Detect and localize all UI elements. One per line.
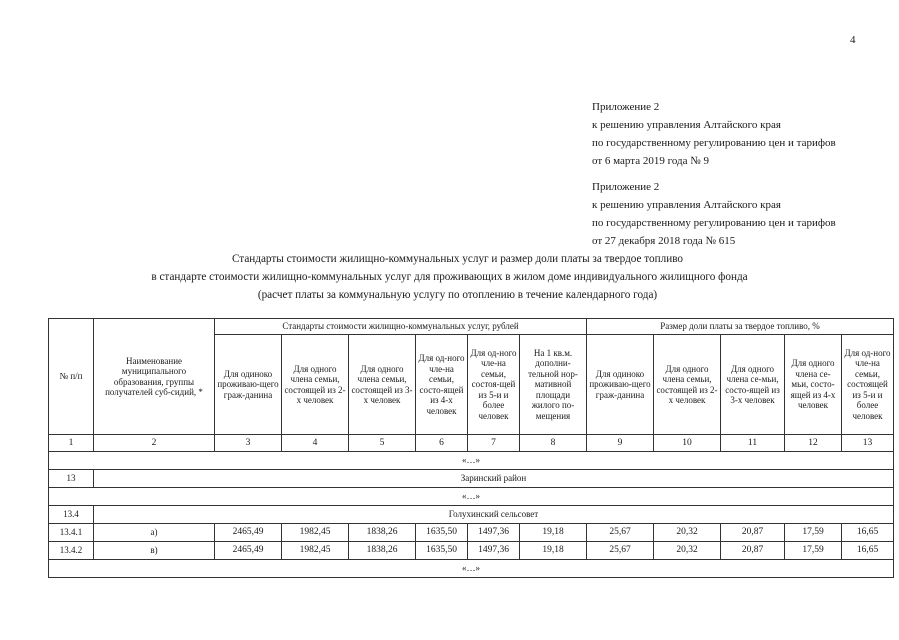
header-cell: № п/п [49, 319, 94, 435]
row-code: 13.4.1 [49, 524, 94, 542]
header-cell: Для одиноко проживаю-щего граж-данина [587, 335, 654, 435]
value-cell: 2465,49 [215, 524, 282, 542]
column-number: 5 [349, 435, 416, 452]
column-number: 9 [587, 435, 654, 452]
column-number: 10 [654, 435, 721, 452]
title-line: Стандарты стоимости жилищно-коммунальных услуг и размер доли платы за твердое топливо [231, 253, 683, 265]
value-cell: 19,18 [520, 524, 587, 542]
ellipsis-row [49, 452, 894, 470]
value-cell: 20,87 [721, 542, 785, 560]
appendix-line: по государственному регулированию цен и тарифов [592, 137, 836, 149]
value-cell: 20,32 [654, 524, 721, 542]
header-cell: Для одного члена се-мьи, состо-ящей из 4-х человек [785, 335, 842, 435]
header-cell: На 1 кв.м. дополни-тельной нор-мативной площади жилого по-мещения [520, 335, 587, 435]
council-row [49, 506, 894, 524]
group-header-share: Размер доли платы за твердое топливо, % [587, 319, 894, 335]
table-row [49, 524, 894, 542]
value-cell: 16,65 [842, 542, 894, 560]
column-number: 6 [416, 435, 468, 452]
header-cell: Для одиноко проживаю-щего граж-данина [215, 335, 282, 435]
column-number: 1 [49, 435, 94, 452]
value-cell: 17,59 [785, 524, 842, 542]
value-cell: 1982,45 [282, 524, 349, 542]
header-cell: Наименование муниципального образования, группы получателей суб-сидий, * [94, 319, 215, 435]
ellipsis-row [49, 488, 894, 506]
document-title [0, 250, 899, 304]
ellipsis-cell: «…» [49, 452, 894, 470]
column-number: 7 [468, 435, 520, 452]
value-cell: 1838,26 [349, 542, 416, 560]
appendix-block [592, 178, 836, 250]
district-name: Заринский район [94, 470, 894, 488]
header-cell: Для од-ного чле-на семьи, состо-ящей из 4-х человек [416, 335, 468, 435]
column-number-row [49, 435, 894, 452]
appendix-line: Приложение 2 [592, 181, 660, 193]
row-code: 13.4 [49, 506, 94, 524]
header-cell: Для од-ного чле-на семьи, состоя-щей из 5-и и более человек [468, 335, 520, 435]
value-cell: 25,67 [587, 524, 654, 542]
appendix-line: по государственному регулированию цен и тарифов [592, 217, 836, 229]
recipient-group: а) [94, 524, 215, 542]
appendix-line: от 27 декабря 2018 года № 615 [592, 235, 736, 247]
appendix-block [592, 98, 836, 170]
value-cell: 1982,45 [282, 542, 349, 560]
value-cell: 25,67 [587, 542, 654, 560]
value-cell: 1497,36 [468, 524, 520, 542]
appendix-line: к решению управления Алтайского края [592, 199, 781, 211]
recipient-group: в) [94, 542, 215, 560]
value-cell: 1838,26 [349, 524, 416, 542]
column-number: 3 [215, 435, 282, 452]
header-cell: Для одного члена се-мьи, состо-ящей из 3-х человек [721, 335, 785, 435]
district-row [49, 470, 894, 488]
value-cell: 1635,50 [416, 542, 468, 560]
table-row [49, 542, 894, 560]
header-cell: Для одного члена семьи, состоящей из 2-х человек [282, 335, 349, 435]
header-cell: Для од-ного чле-на семьи, состоящей из 5-и и более человек [842, 335, 894, 435]
value-cell: 17,59 [785, 542, 842, 560]
ellipsis-cell: «…» [49, 560, 894, 578]
row-code: 13 [49, 470, 94, 488]
value-cell: 1497,36 [468, 542, 520, 560]
column-number: 4 [282, 435, 349, 452]
value-cell: 20,32 [654, 542, 721, 560]
value-cell: 19,18 [520, 542, 587, 560]
page-number: 4 [850, 34, 856, 46]
group-header-standards: Стандарты стоимости жилищно-коммунальных услуг, рублей [215, 319, 587, 335]
header-cell: Для одного члена семьи, состоящей из 2-х человек [654, 335, 721, 435]
value-cell: 20,87 [721, 524, 785, 542]
header-cell: Для одного члена семьи, состоящей из 3-х человек [349, 335, 416, 435]
ellipsis-cell: «…» [49, 488, 894, 506]
column-number: 13 [842, 435, 894, 452]
value-cell: 16,65 [842, 524, 894, 542]
row-code: 13.4.2 [49, 542, 94, 560]
column-number: 11 [721, 435, 785, 452]
title-line: в стандарте стоимости жилищно-коммунальных услуг для проживающих в жилом доме индивидуального жилищного фонда [151, 271, 748, 283]
column-number: 8 [520, 435, 587, 452]
appendix-line: к решению управления Алтайского края [592, 119, 781, 131]
title-line: (расчет платы за коммунальную услугу по отоплению в течение календарного года) [257, 289, 658, 301]
column-number: 12 [785, 435, 842, 452]
council-name: Голухинский сельсовет [94, 506, 894, 524]
column-number: 2 [94, 435, 215, 452]
value-cell: 2465,49 [215, 542, 282, 560]
value-cell: 1635,50 [416, 524, 468, 542]
tariff-table [48, 318, 894, 578]
ellipsis-row [49, 560, 894, 578]
appendix-line: от 6 марта 2019 года № 9 [592, 155, 710, 167]
appendix-line: Приложение 2 [592, 101, 660, 113]
